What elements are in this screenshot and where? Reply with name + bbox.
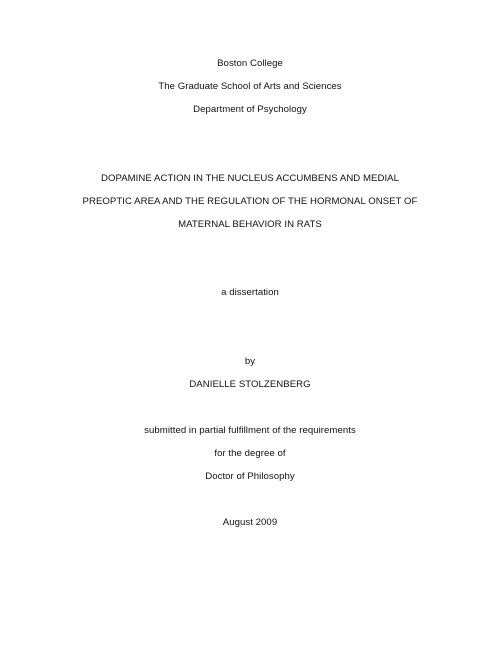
title-line-1: DOPAMINE ACTION IN THE NUCLEUS ACCUMBENS AND MEDIAL [100, 173, 400, 184]
submission-date: August 2009 [222, 517, 278, 528]
document-kind: a dissertation [221, 287, 279, 298]
title-line-2: PREOPTIC AREA AND THE REGULATION OF THE HORMONAL ONSET OF [82, 196, 418, 207]
submission-statement: submitted in partial fulfillment of the requirements [144, 425, 356, 436]
byline-by: by [244, 356, 256, 367]
institution-name: Boston College [217, 58, 283, 69]
author-name: DANIELLE STOLZENBERG [189, 379, 311, 390]
degree-intro: for the degree of [214, 448, 286, 459]
department-name: Department of Psychology [193, 104, 307, 115]
title-line-3: MATERNAL BEHAVIOR IN RATS [178, 219, 322, 230]
graduate-school-name: The Graduate School of Arts and Sciences [158, 81, 342, 92]
degree-name: Doctor of Philosophy [205, 471, 295, 482]
